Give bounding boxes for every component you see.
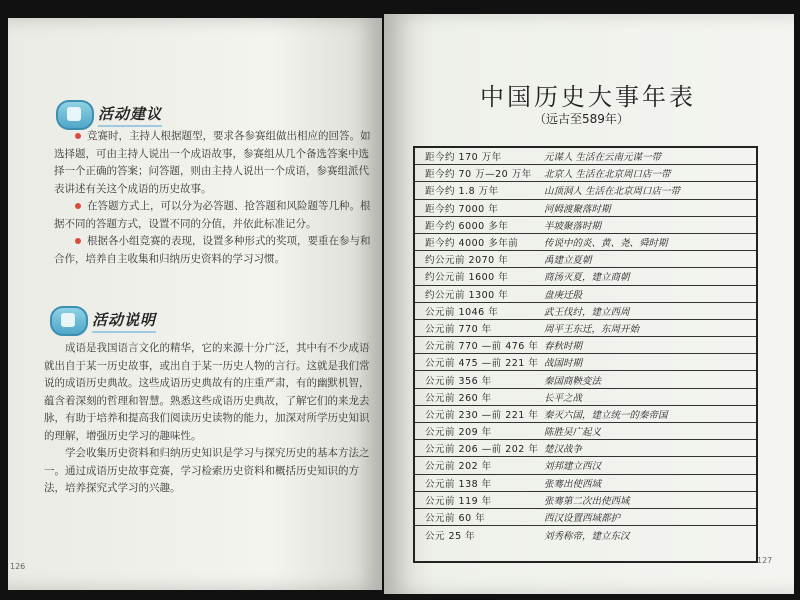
paragraph: 成语是我国语言文化的精华，它的来源十分广泛，其中有不少成语就出自于某一历史故事，或出自于某一历史人物的言行。这就是我们常说的成语历史典故。这些成语历史典故有的庄重严肃，有的幽默机智，蕴含着深刻的哲理和智慧。熟悉这些成语历史典故，了解它们的来龙去脉，有助于培养和提高我们阅读历史读物的能力，加深对所学历史知识的理解，增强历史学习的趣味性。 [44,342,370,442]
timeline-event: 陈胜吴广起义 [544,427,602,439]
timeline-row [415,286,756,303]
timeline-date: 公元前 770 年 [425,323,492,335]
timeline-date: 公元前 356 年 [425,375,492,387]
section-title: 活动建议 [98,103,162,127]
timeline-event: 河姆渡聚落时期 [544,203,611,215]
timeline-date: 公元前 209 年 [425,427,492,439]
timeline-date: 公元前 1046 年 [425,306,499,318]
timeline-row [415,509,756,526]
timeline-row [415,457,756,474]
timeline-date: 距今约 7000 年 [425,203,499,215]
section2-body [44,340,370,498]
timeline-event: 战国时期 [544,358,583,370]
timeline-row [415,475,756,492]
section1-body [54,128,372,268]
timeline-row [415,389,756,406]
timeline-row [415,354,756,371]
timeline-row [415,320,756,337]
timeline-row [415,251,756,268]
timeline-row [415,440,756,457]
bullet-icon [75,203,81,209]
page-title: 中国历史大事年表 [480,83,696,111]
timeline-event: 刘邦建立西汉 [544,461,602,473]
timeline-date: 公元前 260 年 [425,392,492,404]
timeline-row [415,217,756,234]
timeline-row [415,337,756,354]
timeline-event: 半坡聚落时期 [544,220,602,232]
timeline-event: 长平之战 [544,392,583,404]
timeline-row [415,406,756,423]
timeline-event: 元谋人 生活在云南元谋一带 [544,152,662,164]
timeline-event: 秦国商鞅变法 [544,375,602,387]
paragraph: 学会收集历史资料和归纳历史知识是学习与探究历史的基本方法之一。通过成语历史故事竞赛，学习检索历史资料和概括历史知识的方法，培养探究式学习的兴趣。 [44,447,370,494]
timeline-event: 山顶洞人 生活在北京周口店一带 [544,186,681,198]
timeline-date: 公元前 60 年 [425,513,486,525]
timeline-event: 张骞出使西域 [544,478,602,490]
timeline-event: 楚汉战争 [544,444,583,456]
timeline-date: 公元前 770 —前 476 年 [425,341,539,353]
page-subtitle: （远古至589年） [534,112,629,126]
timeline-date: 距今约 70 万—20 万年 [425,169,532,181]
timeline-row [415,371,756,388]
timeline-row [415,526,756,543]
paragraph: 根据各小组竞赛的表现，设置多种形式的奖项，要重在参与和合作，培养自主收集和归纳历史资料的学习习惯。 [54,235,371,265]
timeline-row [415,200,756,217]
timeline-event: 西汉设置西域都护 [544,513,621,525]
timeline-event: 传说中的炎、黄、尧、舜时期 [544,238,668,250]
timeline-row [415,234,756,251]
timeline-date: 约公元前 1600 年 [425,272,509,284]
timeline-event: 张骞第二次出使西域 [544,495,630,507]
timeline-row [415,182,756,199]
timeline-date: 公元前 202 年 [425,461,492,473]
timeline-date: 距今约 6000 多年 [425,220,509,232]
timeline-row [415,423,756,440]
timeline-date: 公元前 138 年 [425,478,492,490]
bullet-icon [75,133,81,139]
timeline-date: 距今约 1.8 万年 [425,186,499,198]
bullet-icon [75,238,81,244]
timeline-date: 公元前 230 —前 221 年 [425,409,539,421]
timeline-event: 禹建立夏朝 [544,255,592,267]
section-heading-activity-suggestions [56,100,162,130]
timeline-event: 刘秀称帝，建立东汉 [544,530,630,542]
timeline-event: 秦灭六国，建立统一的秦帝国 [544,409,668,421]
timeline-date: 公元前 119 年 [425,495,492,507]
section-heading-activity-description [50,306,156,336]
timeline-event: 盘庚迁殷 [544,289,583,301]
timeline-date: 公元 25 年 [425,530,476,542]
timeline-event: 商汤灭夏，建立商朝 [544,272,630,284]
paragraph: 竞赛时，主持人根据题型，要求各参赛组做出相应的回答。如选择题，可由主持人说出一个成语故事，参赛组从几个备选答案中选择一个正确的答案；问答题，则由主持人说出一个成语，参赛组派代表讲述有关这个成语的历史故事。 [54,130,371,195]
timeline-row [415,148,756,165]
document-icon [50,306,88,336]
timeline-event: 周平王东迁，东周开始 [544,323,640,335]
timeline-event: 武王伐纣，建立西周 [544,306,630,318]
timeline-date: 公元前 206 —前 202 年 [425,444,539,456]
history-timeline-table [413,146,758,563]
timeline-event: 春秋时期 [544,341,583,353]
timeline-event: 北京人 生活在北京周口店一带 [544,169,671,181]
timeline-row [415,268,756,285]
page-number-left: 126 [10,562,26,571]
timeline-date: 约公元前 2070 年 [425,255,509,267]
timeline-row [415,492,756,509]
timeline-date: 距今约 170 万年 [425,152,502,164]
timeline-date: 约公元前 1300 年 [425,289,509,301]
paragraph: 在答题方式上，可以分为必答题、抢答题和风险题等几种。根据不同的答题方式，设置不同的分值，并依此标准记分。 [54,200,371,230]
timeline-date: 公元前 475 —前 221 年 [425,358,539,370]
section-title: 活动说明 [92,309,156,333]
hand-pointer-icon [56,100,94,130]
page-number-right: 127 [757,556,773,565]
timeline-row [415,165,756,182]
timeline-row [415,303,756,320]
timeline-date: 距今约 4000 多年前 [425,238,519,250]
